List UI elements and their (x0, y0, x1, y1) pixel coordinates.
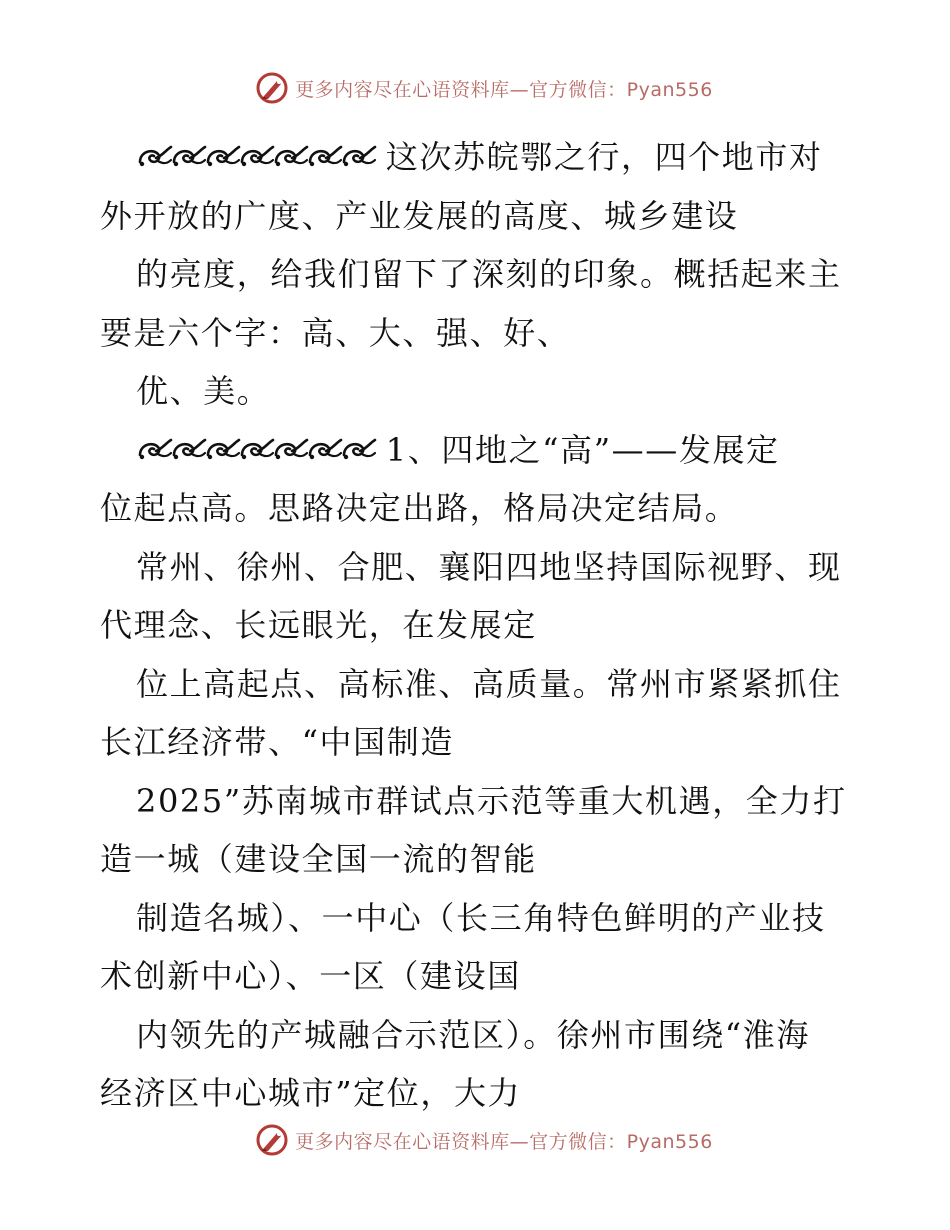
pen-logo-icon (255, 71, 289, 105)
text-line: 常州、徐州、合肥、襄阳四地坚持国际视野、现 (136, 547, 842, 586)
text-line: 2025”苏南城市群试点示范等重大机遇，全力打 (136, 781, 847, 820)
swirl-ornament-icon (272, 142, 310, 172)
swirl-ornament-icon (340, 142, 378, 172)
text-line: 要是六个字：高、大、强、好、 (100, 313, 571, 352)
text-line-content: 这次苏皖鄂之行，四个地市对 (385, 138, 823, 176)
swirl-ornament-icon (136, 435, 174, 465)
text-line: 外开放的广度、产业发展的高度、城乡建设 (100, 196, 739, 235)
text-line: 制造名城）、一中心（长三角特色鲜明的产业技 (136, 898, 826, 937)
text-line: 造一城（建设全国一流的智能 (100, 840, 537, 878)
header-banner (0, 70, 950, 106)
text-line: 内领先的产城融合示范区）。徐州市围绕“淮海 (136, 1015, 810, 1054)
text-line: 优、美。 (136, 372, 271, 410)
text-line: 位上高起点、高标准、高质量。常州市紧紧抓住 (136, 664, 842, 703)
text-line-content: 1、四地之“高”——发展定 (385, 430, 780, 469)
swirl-ornament-icon (136, 142, 174, 172)
text-line: 经济区中心城市”定位，大力 (100, 1074, 522, 1112)
pen-logo-icon (255, 1123, 289, 1157)
swirl-ornament-icon (204, 142, 242, 172)
footer-banner (0, 1122, 950, 1158)
text-line: 代理念、长远眼光，在发展定 (100, 606, 537, 644)
swirl-ornament-icon (306, 142, 344, 172)
text-line (100, 128, 860, 187)
text-line: 术创新中心）、一区（建设国 (100, 957, 521, 995)
banner-text: 更多内容尽在心语资料库—官方微信：Pyan556 (295, 78, 713, 101)
ornament-group (136, 431, 386, 469)
swirl-ornament-icon (204, 435, 242, 465)
swirl-ornament-icon (238, 435, 276, 465)
banner-text: 更多内容尽在心语资料库—官方微信：Pyan556 (295, 1130, 713, 1153)
text-line (100, 421, 860, 480)
swirl-ornament-icon (238, 142, 276, 172)
text-line: 位起点高。思路决定出路，格局决定结局。 (100, 489, 739, 527)
swirl-ornament-icon (272, 435, 310, 465)
swirl-ornament-icon (340, 435, 378, 465)
swirl-ornament-icon (170, 142, 208, 172)
swirl-ornament-icon (306, 435, 344, 465)
swirl-ornament-icon (170, 435, 208, 465)
text-line: 的亮度，给我们留下了深刻的印象。概括起来主 (136, 255, 842, 293)
text-line: 长江经济带、“中国制造 (100, 723, 454, 761)
ornament-group (136, 138, 386, 176)
document-body (100, 128, 860, 1123)
